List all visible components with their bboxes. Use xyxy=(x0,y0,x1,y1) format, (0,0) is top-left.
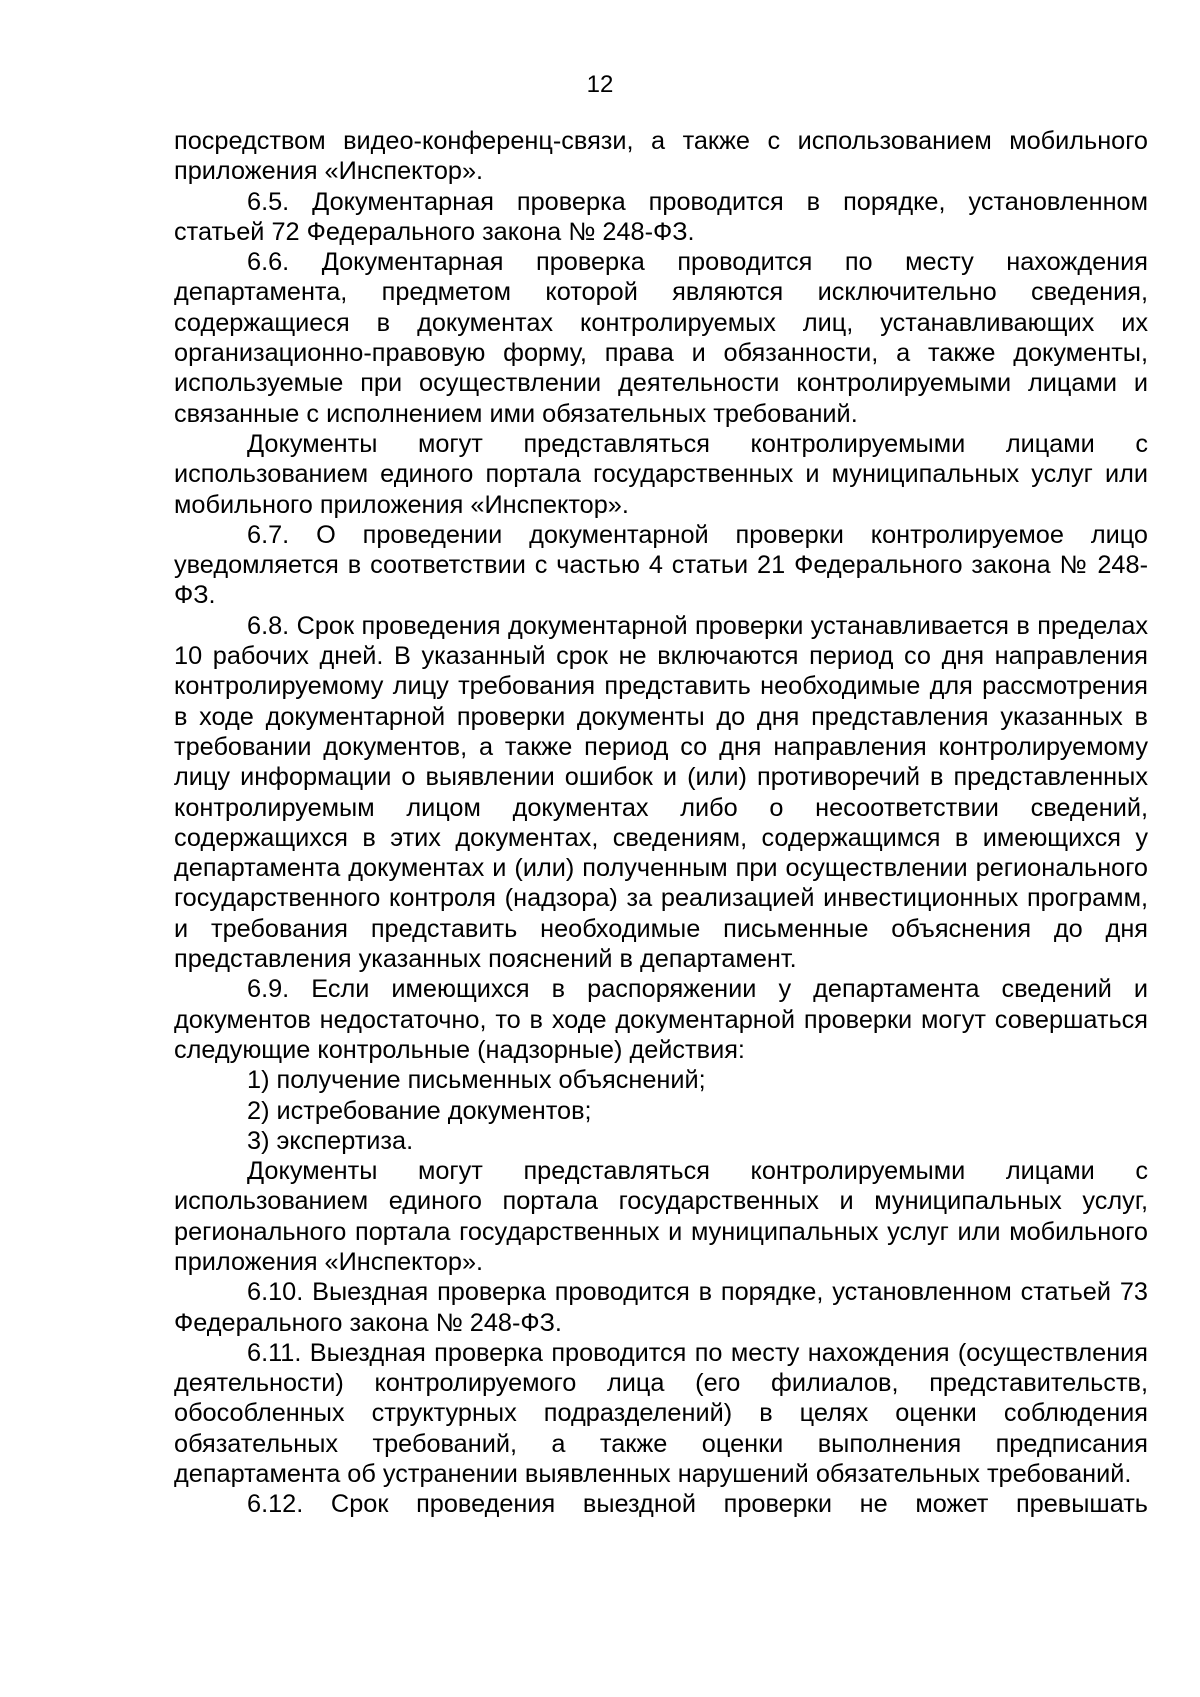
list-item-2: 2) истребование документов; xyxy=(247,1096,592,1125)
paragraph-6-6: 6.6. Документарная проверка проводится по месту нахождения департамента, предметом которой являются исключительно сведения, содержащиеся в документах контролируемых лиц, устанавливающих их организационно-правовую форму, права и обязанности, а также документы, используемые при осуществлении деятельности контролируемыми лицами и связанные с исполнением ими обязательных требований. xyxy=(174,248,1148,428)
paragraph-documents-portal-regional: Документы могут представляться контролируемыми лицами с использованием единого портала государственных и муниципальных услуг, регионального портала государственных и муниципальных услуг или мобильного приложения «Инспектор». xyxy=(174,1157,1148,1276)
paragraph-6-10: 6.10. Выездная проверка проводится в порядке, установленном статьей 73 Федерального закона № 248-ФЗ. xyxy=(174,1278,1148,1337)
list-item-3: 3) экспертиза. xyxy=(247,1126,414,1155)
document-body xyxy=(174,126,1148,1520)
paragraph-documents-portal: Документы могут представляться контролируемыми лицами с использованием единого портала государственных и муниципальных услуг или мобильного приложения «Инспектор». xyxy=(174,429,1148,519)
paragraph-6-8: 6.8. Срок проведения документарной проверки устанавливается в пределах 10 рабочих дней. В указанный срок не включаются период со дня направления контролируемому лицу требования представить необходимые для рассмотрения в ходе документарной проверки документы до дня представления указанных в требовании документов, а также период со дня направления контролируемому лицу информации о выявлении ошибок и (или) противоречий в представленных контролируемым лицом документах либо о несоответствии сведений, содержащихся в этих документах, сведениям, содержащимся в имеющихся у департамента документах и (или) полученным при осуществлении регионального государственного контроля (надзора) за реализацией инвестиционных программ, и требования представить необходимые письменные объяснения до дня представления указанных пояснений в департамент. xyxy=(174,611,1148,974)
paragraph-6-7: 6.7. О проведении документарной проверки контролируемое лицо уведомляется в соответствии с частью 4 статьи 21 Федерального закона № 248-ФЗ. xyxy=(174,520,1148,610)
paragraph-6-11: 6.11. Выездная проверка проводится по месту нахождения (осуществления деятельности) контролируемого лица (его филиалов, представительств, обособленных структурных подразделений) в целях оценки соблюдения обязательных требований, а также оценки выполнения предписания департамента об устранении выявленных нарушений обязательных требований. xyxy=(174,1338,1148,1489)
paragraph-continuation: посредством видео-конференц-связи, а также с использованием мобильного приложения «Инспектор». xyxy=(174,127,1148,186)
page-number: 12 xyxy=(586,71,614,98)
list-item-1: 1) получение письменных объяснений; xyxy=(247,1066,706,1095)
paragraph-6-12: 6.12. Срок проведения выездной проверки не может превышать xyxy=(247,1490,1148,1519)
paragraph-6-9: 6.9. Если имеющихся в распоряжении у департамента сведений и документов недостаточно, то в ходе документарной проверки могут совершаться следующие контрольные (надзорные) действия: xyxy=(174,975,1148,1064)
paragraph-6-5: 6.5. Документарная проверка проводится в порядке, установленном статьей 72 Федерального закона № 248-ФЗ. xyxy=(174,187,1148,246)
